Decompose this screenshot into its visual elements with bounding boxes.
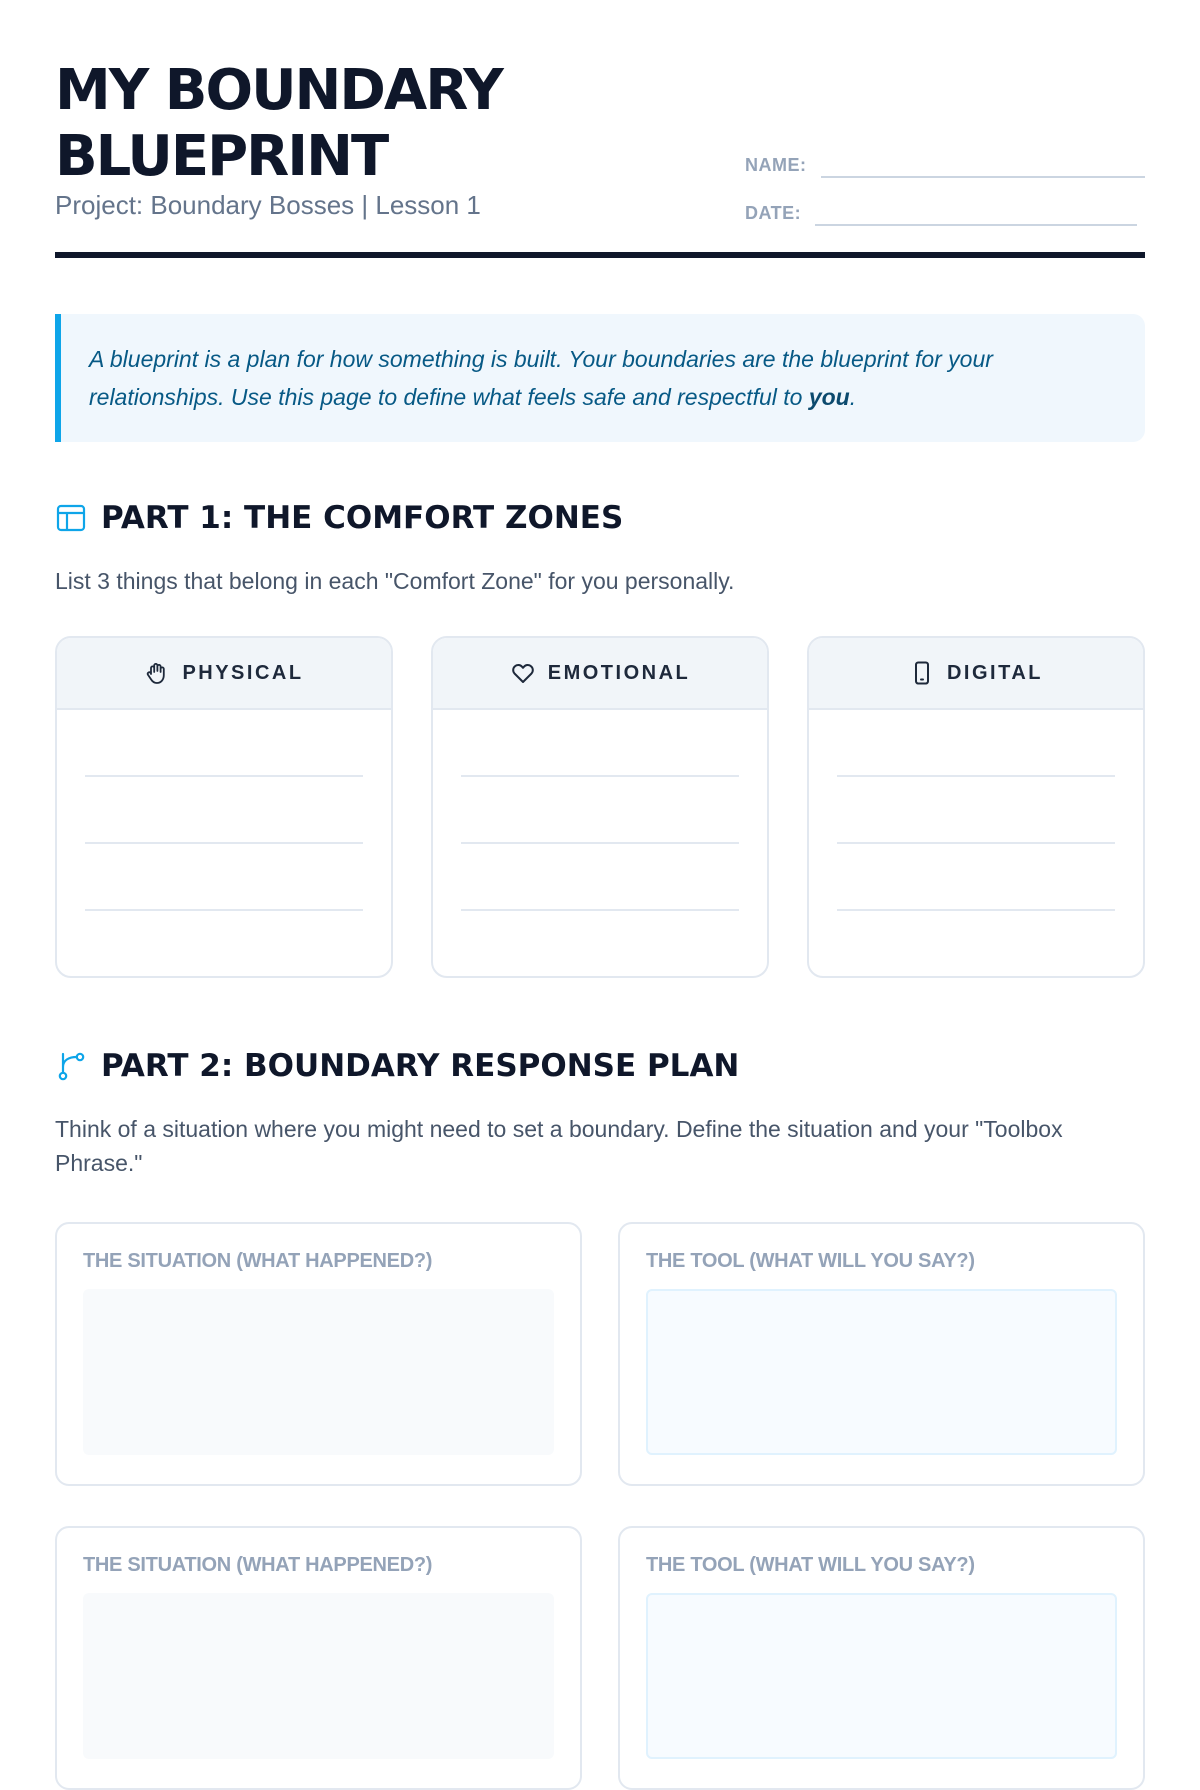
date-row [745,190,1145,230]
zone-digital [807,636,1145,978]
zone-entry-lines [57,710,391,911]
intro-text-end: . [849,384,857,410]
zone-entry-line[interactable] [837,777,1115,844]
date-label: DATE: [745,203,802,223]
zone-entry-lines [809,710,1143,911]
comfort-zones [55,636,1145,978]
situation-field[interactable] [83,1289,554,1455]
part1-title: PART 1: THE COMFORT ZONES [101,500,624,536]
name-label: NAME: [745,155,807,175]
situation-card [55,1526,582,1790]
part2-title: PART 2: BOUNDARY RESPONSE PLAN [101,1048,740,1084]
page-title: MY BOUNDARY BLUEPRINT [55,58,502,189]
name-field[interactable] [821,175,1146,178]
zone-entry-line[interactable] [461,844,739,911]
intro-callout [55,314,1145,442]
zone-label: PHYSICAL [182,661,304,684]
page-subtitle: Project: Boundary Bosses | Lesson 1 [55,190,481,220]
zone-header [433,638,767,710]
situation-field[interactable] [83,1593,554,1759]
branch-icon [55,1050,87,1082]
situation-label: THE SITUATION (WHAT HAPPENED?) [83,1554,433,1576]
heart-icon [510,660,536,686]
zone-label: DIGITAL [946,661,1043,684]
worksheet-header [55,0,1145,262]
tool-card [618,1222,1145,1486]
hand-icon [144,660,170,686]
zone-label: EMOTIONAL [547,661,691,684]
tool-field[interactable] [646,1593,1117,1759]
zone-entry-lines [433,710,767,911]
tool-label: THE TOOL (WHAT WILL YOU SAY?) [646,1554,975,1576]
part1-header [55,498,1145,538]
zone-header [809,638,1143,710]
response-plan-grid [55,1222,1145,1790]
layout-icon [55,502,87,534]
zone-physical [55,636,393,978]
intro-emphasis: you [808,384,850,410]
name-row [745,142,1145,182]
zone-entry-line[interactable] [461,777,739,844]
part2-description: Think of a situation where you might need to set a boundary. Define the situation and your "Toolbox Phrase." [55,1116,1063,1176]
zone-entry-line[interactable] [85,710,363,777]
zone-header [57,638,391,710]
zone-entry-line[interactable] [85,844,363,911]
name-date-fields [745,142,1145,238]
part1-description: List 3 things that belong in each "Comfort Zone" for you personally. [55,568,735,594]
tool-card [618,1526,1145,1790]
situation-card [55,1222,582,1486]
date-field[interactable] [815,223,1137,226]
tool-label: THE TOOL (WHAT WILL YOU SAY?) [646,1250,975,1272]
intro-text: A blueprint is a plan for how something is built. Your boundaries are the blueprint for your relationships. Use this page to define what feels safe and respectful to [89,346,993,410]
zone-entry-line[interactable] [461,710,739,777]
situation-label: THE SITUATION (WHAT HAPPENED?) [83,1250,433,1272]
zone-entry-line[interactable] [837,710,1115,777]
tool-field[interactable] [646,1289,1117,1455]
phone-icon [909,660,935,686]
part2-header [55,1046,1145,1086]
zone-entry-line[interactable] [837,844,1115,911]
zone-emotional [431,636,769,978]
header-divider [55,252,1145,258]
zone-entry-line[interactable] [85,777,363,844]
